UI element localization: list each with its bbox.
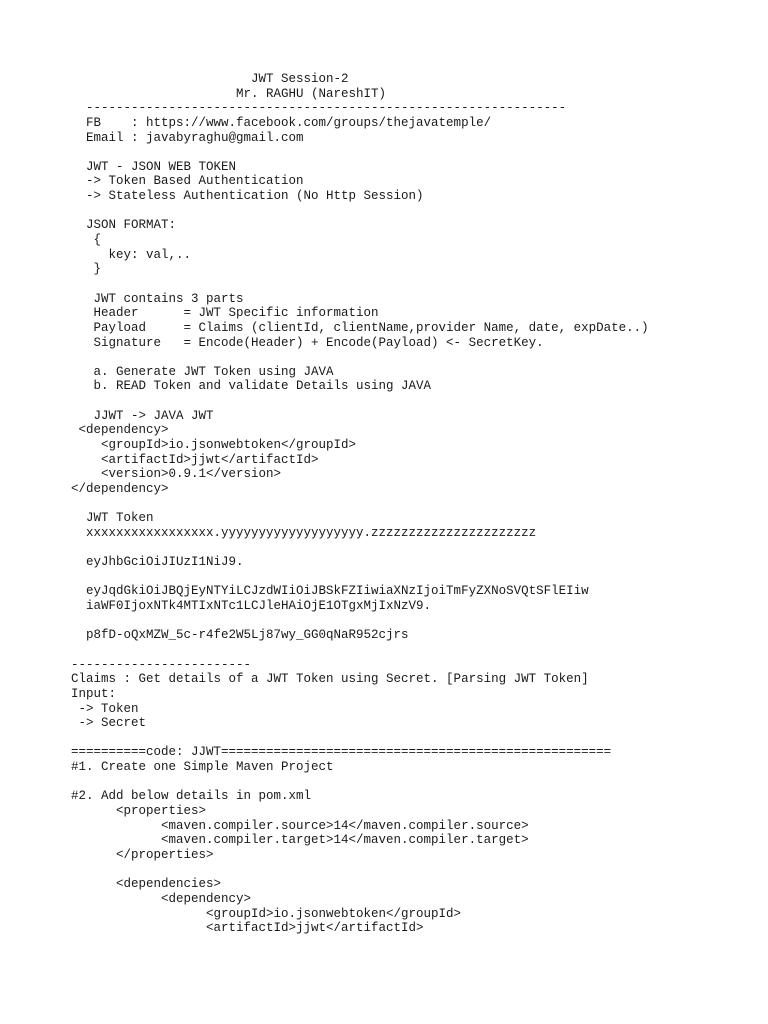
text-line: <maven.compiler.target>14</maven.compiler.target>	[71, 833, 529, 848]
text-line: JSON FORMAT:	[71, 218, 177, 233]
text-line	[71, 145, 649, 160]
text-line: JWT Session-2	[71, 72, 349, 86]
text-line: FB : https://www.facebook.com/groups/thejavatemple/	[71, 115, 492, 130]
text-line: <version>0.9.1</version>	[71, 467, 282, 482]
text-line: }	[71, 262, 102, 277]
text-line	[71, 541, 649, 556]
text-line: <properties>	[71, 804, 207, 819]
text-line: a. Generate JWT Token using JAVA	[71, 364, 334, 379]
text-line: -> Stateless Authentication (No Http Session)	[71, 189, 424, 204]
text-line: p8fD-oQxMZW_5c-r4fe2W5Lj87wy_GG0qNaR952cjrs	[71, 628, 409, 643]
text-line: -> Secret	[71, 716, 147, 731]
text-line: eyJhbGciOiJIUzI1NiJ9.	[71, 555, 244, 570]
text-line	[71, 614, 649, 629]
text-line: Header = JWT Specific information	[71, 306, 379, 321]
text-line: <dependency>	[71, 423, 169, 438]
text-line	[71, 643, 649, 658]
text-line	[71, 570, 649, 585]
document-body	[71, 72, 649, 936]
text-line	[71, 204, 649, 219]
text-line: iaWF0IjoxNTk4MTIxNTc1LCJleHAiOjE1OTgxMjIxNzV9.	[71, 599, 432, 614]
text-line: Mr. RAGHU (NareshIT)	[71, 86, 387, 101]
text-line: <dependencies>	[71, 877, 222, 892]
text-line: #2. Add below details in pom.xml	[71, 789, 312, 804]
text-line: JJWT -> JAVA JWT	[71, 408, 214, 423]
text-line: ----------------------------------------------------------------	[71, 101, 567, 116]
text-line: Signature = Encode(Header) + Encode(Payload) <- SecretKey.	[71, 335, 544, 350]
text-line: key: val,..	[71, 247, 192, 262]
text-line: <maven.compiler.source>14</maven.compiler.source>	[71, 818, 529, 833]
text-line: -> Token Based Authentication	[71, 174, 304, 189]
text-line: JWT contains 3 parts	[71, 291, 244, 306]
text-line	[71, 350, 649, 365]
text-line: eyJqdGkiOiJBQjEyNTYiLCJzdWIiOiJBSkFZIiwiaXNzIjoiTmFyZXNoSVQtSFlEIiw	[71, 584, 589, 599]
text-line: Claims : Get details of a JWT Token using Secret. [Parsing JWT Token]	[71, 672, 589, 687]
text-line: ==========code: JJWT====================================================	[71, 745, 612, 760]
text-line	[71, 863, 649, 878]
text-line: </properties>	[71, 847, 214, 862]
text-line: {	[71, 233, 102, 248]
text-line: ------------------------	[71, 657, 252, 672]
text-line: b. READ Token and validate Details using JAVA	[71, 379, 432, 394]
text-line	[71, 731, 649, 746]
text-line: <artifactId>jjwt</artifactId>	[71, 921, 424, 936]
text-line	[71, 497, 649, 512]
text-line: <artifactId>jjwt</artifactId>	[71, 452, 319, 467]
text-line: -> Token	[71, 701, 139, 716]
text-line: #1. Create one Simple Maven Project	[71, 760, 334, 775]
text-line: <dependency>	[71, 891, 252, 906]
text-line: xxxxxxxxxxxxxxxxx.yyyyyyyyyyyyyyyyyyy.zzzzzzzzzzzzzzzzzzzzzz	[71, 525, 537, 540]
text-line: JWT - JSON WEB TOKEN	[71, 159, 237, 174]
text-line: </dependency>	[71, 481, 169, 496]
text-line: JWT Token	[71, 511, 154, 526]
text-line: Email : javabyraghu@gmail.com	[71, 130, 304, 145]
text-line: <groupId>io.jsonwebtoken</groupId>	[71, 438, 357, 453]
text-line: <groupId>io.jsonwebtoken</groupId>	[71, 906, 462, 921]
text-line	[71, 277, 649, 292]
text-line	[71, 394, 649, 409]
text-line	[71, 775, 649, 790]
text-line: Input:	[71, 686, 117, 701]
text-line: Payload = Claims (clientId, clientName,provider Name, date, expDate..)	[71, 320, 649, 335]
